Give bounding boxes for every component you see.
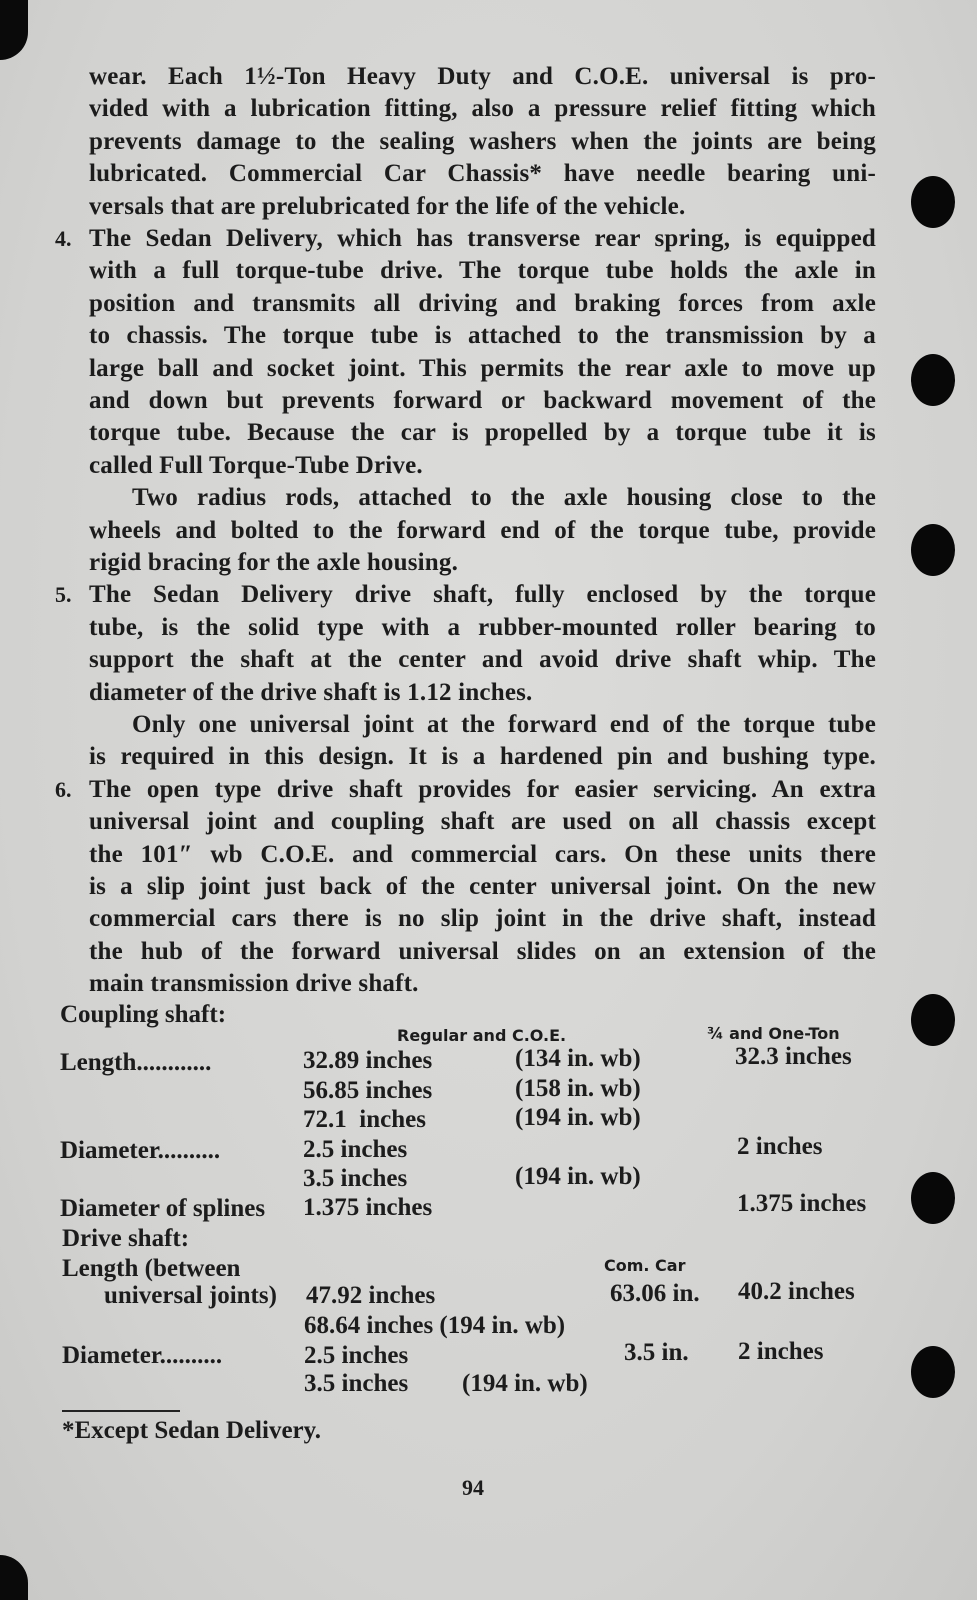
list-number: 5.	[55, 582, 72, 608]
text-line: wear. Each 1½-Ton Heavy Duty and C.O.E. universal is pro-	[89, 63, 876, 90]
text-line: is required in this design. It is a hardened pin and bushing type.	[89, 743, 876, 771]
spec-value: 56.85 inches	[303, 1077, 433, 1104]
spec-value: 47.92 inches	[306, 1282, 436, 1309]
spec-value: 3.5 inches	[304, 1370, 409, 1397]
drive-diameter-label: Diameter..........	[62, 1342, 223, 1369]
binder-hole	[911, 1346, 955, 1398]
text-line: is a slip joint just back of the center universal joint. On the new	[89, 873, 876, 900]
column-header-heavy: ¾ and One-Ton	[707, 1024, 840, 1043]
text-line: position and transmits all driving and braking forces from axle	[89, 289, 876, 317]
spec-value: 2.5 inches	[303, 1136, 408, 1163]
text-line: versals that are prelubricated for the life of the vehicle.	[89, 192, 686, 220]
spec-value: 2.5 inches	[304, 1342, 409, 1369]
text-line: vided with a lubrication fitting, also a pressure relief fitting which	[89, 95, 876, 123]
column-header-com-car: Com. Car	[604, 1256, 686, 1275]
drive-length-label: universal joints)	[104, 1282, 277, 1309]
text-line: prevents damage to the sealing washers when the joints are being	[89, 127, 876, 155]
text-line: lubricated. Commercial Car Chassis* have needle bearing uni-	[89, 160, 876, 188]
footnote-rule	[62, 1410, 180, 1412]
spec-value-heavy: 32.3 inches	[735, 1043, 852, 1070]
text-line: support the shaft at the center and avoid drive shaft whip. The	[89, 646, 876, 674]
text-line: large ball and socket joint. This permits the rear axle to move up	[89, 354, 876, 382]
spec-value-heavy: 1.375 inches	[737, 1190, 867, 1217]
text-line: diameter of the drive shaft is 1.12 inches.	[89, 678, 533, 706]
spec-value-heavy: 2 inches	[738, 1338, 824, 1365]
spec-value-com-car: 3.5 in.	[624, 1339, 689, 1366]
binder-hole	[911, 176, 955, 228]
list-number: 6.	[55, 776, 72, 802]
text-line: The open type drive shaft provides for easier servicing. An extra	[89, 775, 876, 803]
coupling-shaft-heading: Coupling shaft:	[60, 1001, 227, 1028]
text-line: the 101″ wb C.O.E. and commercial cars. On these units there	[89, 840, 876, 868]
binder-hole	[911, 354, 955, 406]
text-line: called Full Torque-Tube Drive.	[89, 451, 423, 479]
spec-wheelbase: (194 in. wb)	[515, 1104, 641, 1131]
spec-value-heavy: 2 inches	[737, 1133, 823, 1160]
text-line: to chassis. The torque tube is attached to the transmission by a	[89, 322, 876, 350]
spec-wheelbase: (134 in. wb)	[515, 1045, 641, 1072]
text-line: The Sedan Delivery drive shaft, fully enclosed by the torque	[89, 581, 876, 609]
spec-wheelbase: (158 in. wb)	[515, 1075, 641, 1102]
spec-value: 1.375 inches	[303, 1194, 433, 1221]
text-line: the hub of the forward universal slides on an extension of the	[89, 937, 876, 965]
length-label: Length............	[60, 1049, 212, 1076]
text-line: tube, is the solid type with a rubber-mounted roller bearing to	[89, 613, 876, 641]
spec-value: 32.89 inches	[303, 1047, 433, 1074]
binder-hole	[911, 1172, 955, 1224]
binder-hole	[911, 524, 955, 576]
column-header-regular: Regular and C.O.E.	[397, 1026, 567, 1045]
page-number: 94	[462, 1475, 484, 1500]
text-line: rigid bracing for the axle housing.	[89, 549, 459, 576]
text-line: Two radius rods, attached to the axle housing close to the	[132, 484, 876, 512]
spec-wheelbase: (194 in. wb)	[462, 1370, 588, 1397]
text-line: torque tube. Because the car is propelled by a torque tube it is	[89, 419, 876, 447]
binder-hole	[911, 994, 955, 1046]
diameter-label: Diameter..........	[60, 1137, 221, 1164]
text-line: and down but prevents forward or backward movement of the	[89, 387, 876, 414]
spec-value: 3.5 inches	[303, 1165, 408, 1192]
spec-value-com-car: 63.06 in.	[610, 1280, 700, 1307]
spec-wheelbase: (194 in. wb)	[515, 1163, 641, 1190]
list-number: 4.	[55, 226, 72, 251]
drive-length-label: Length (between	[62, 1255, 241, 1282]
spec-value: 68.64 inches (194 in. wb)	[304, 1312, 566, 1339]
footnote: *Except Sedan Delivery.	[62, 1417, 322, 1444]
text-line: universal joint and coupling shaft are used on all chassis except	[89, 808, 876, 836]
text-line: wheels and bolted to the forward end of the torque tube, provide	[89, 516, 876, 544]
text-line: The Sedan Delivery, which has transverse rear spring, is equipped	[89, 225, 876, 252]
splines-label: Diameter of splines	[60, 1195, 266, 1222]
text-line: commercial cars there is no slip joint in the drive shaft, instead	[89, 905, 876, 933]
spec-value-heavy: 40.2 inches	[738, 1278, 855, 1305]
text-line: Only one universal joint at the forward end of the torque tube	[132, 711, 876, 738]
drive-shaft-heading: Drive shaft:	[62, 1225, 190, 1252]
spec-value: 72.1 inches	[303, 1106, 426, 1133]
text-line: main transmission drive shaft.	[89, 970, 419, 998]
text-line: with a full torque-tube drive. The torque tube holds the axle in	[89, 257, 876, 285]
